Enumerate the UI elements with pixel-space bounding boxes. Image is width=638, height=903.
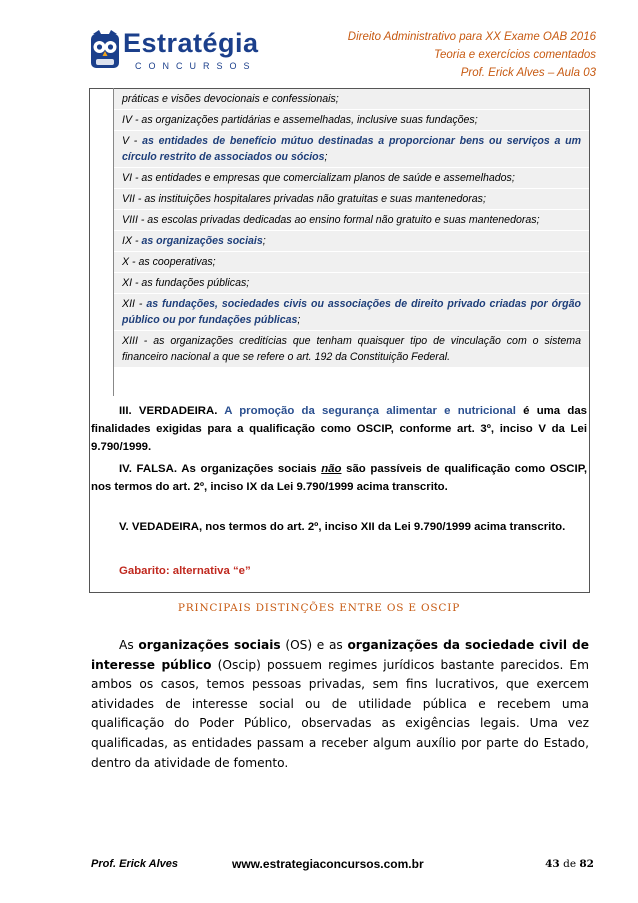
quote-line: VII - as instituições hospitalares privadas não gratuitas e suas mantenedoras;	[114, 189, 589, 210]
quote-line-highlighted: IX - as organizações sociais;	[114, 231, 589, 252]
owl-logo-icon	[90, 30, 120, 70]
logo-subtitle: CONCURSOS	[135, 61, 257, 71]
quote-highlight: as fundações, sociedades civis ou associações de direito privado criadas por órgão público ou por fundações públicas	[122, 298, 581, 326]
emphasis-nao: não	[321, 463, 342, 475]
quote-line-highlighted: XII - as fundações, sociedades civis ou associações de direito privado criadas por órgão público ou por fundações públicas;	[114, 294, 589, 331]
quote-line: XI - as fundações públicas;	[114, 273, 589, 294]
quote-line: XIII - as organizações creditícias que tenham quaisquer tipo de vinculação com o sistema financeiro nacional a que se refere o art. 192 da Constituição Federal.	[114, 331, 589, 368]
course-header	[348, 28, 596, 82]
section-paragraph: As organizações sociais (OS) e as organizações da sociedade civil de interesse público (Oscip) possuem regimes jurídicos bastante parecidos. Em ambos os casos, temos pessoas privadas, sem fins lucrativos, que exercem atividades de interesse social ou de utilidade pública e recebem uma qualificação do Poder Público, observadas as exigências legais. Uma vez qualificadas, as entidades passam a receber algum auxílio por parte do Estado, dentro da atividade de fomento.	[91, 638, 590, 770]
footer-author: Prof. Erick Alves	[91, 858, 179, 870]
section-title: PRINCIPAIS DISTINÇÕES ENTRE OS E OSCIP	[177, 602, 461, 614]
course-title: Direito Administrativo para XX Exame OAB 2016	[347, 31, 596, 43]
page-number: 43 de 82	[545, 858, 594, 870]
answer-iii: III. VERDADEIRA. A promoção da segurança alimentar e nutricional é uma das finalidades exigidas para a qualificação como OSCIP, conforme art. 3º, inciso V da Lei 9.790/1999.	[91, 405, 587, 453]
quote-highlight: as entidades de benefício mútuo destinadas a proporcionar bens ou serviços a um círculo restrito de associados ou sócios	[122, 135, 581, 163]
course-lesson: Prof. Erick Alves – Aula 03	[460, 67, 596, 79]
answer-iv: IV. FALSA. As organizações sociais não são passíveis de qualificação como OSCIP, nos termos do art. 2º, inciso IX da Lei 9.790/1999 acima transcrito.	[91, 463, 587, 493]
law-quote	[114, 89, 589, 368]
estrategia-logo	[90, 28, 290, 74]
quote-line: práticas e visões devocionais e confessionais;	[114, 89, 589, 110]
term-os: organizações sociais	[138, 638, 281, 652]
quote-line: X - as cooperativas;	[114, 252, 589, 273]
quote-line: VIII - as escolas privadas dedicadas ao ensino formal não gratuito e suas mantenedoras;	[114, 210, 589, 231]
course-subtitle: Teoria e exercícios comentados	[434, 49, 596, 61]
quote-line-highlighted: V - as entidades de benefício mútuo destinadas a proporcionar bens ou serviços a um círculo restrito de associados ou sócios;	[114, 131, 589, 168]
answer-highlight: A promoção da segurança alimentar e nutricional	[224, 405, 516, 417]
quote-highlight: as organizações sociais	[141, 235, 263, 247]
term-oscip: organizações da sociedade civil de interesse público	[91, 638, 590, 672]
answer-v: V. VEDADEIRA, nos termos do art. 2º, inciso XII da Lei 9.790/1999 acima transcrito.	[119, 521, 566, 533]
footer-website-link[interactable]: www.estrategiaconcursos.com.br	[232, 857, 424, 871]
quote-line: VI - as entidades e empresas que comercializam planos de saúde e assemelhados;	[114, 168, 589, 189]
quote-line: IV - as organizações partidárias e assemelhadas, inclusive suas fundações;	[114, 110, 589, 131]
gabarito	[91, 562, 587, 580]
logo-wordmark: Estratégia	[123, 28, 259, 58]
gabarito-text: Gabarito: alternativa “e”	[119, 565, 251, 577]
